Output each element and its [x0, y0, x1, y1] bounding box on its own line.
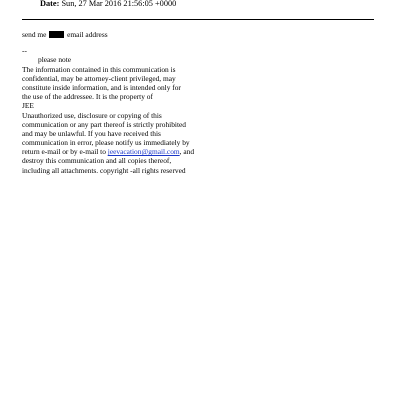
- closing-line: including all attachments. copyright -all rights reserved: [22, 165, 186, 175]
- disclaimer-line: the use of the addressee. It is the property of: [22, 92, 153, 102]
- email-body: [22, 30, 362, 175]
- email-contact-line: [22, 147, 362, 156]
- date-label: Date:: [40, 0, 60, 8]
- email-line-suffix: , and: [179, 147, 195, 157]
- disclaimer-line: communication in error, please notify us immediately by: [22, 138, 190, 148]
- message-prefix: send me: [22, 30, 47, 39]
- disclaimer-line: JEE: [22, 101, 34, 111]
- date-header: [40, 0, 176, 9]
- email-line-prefix: return e-mail or by e-mail to: [22, 147, 106, 157]
- disclaimer-line: The information contained in this communication is: [22, 64, 176, 74]
- date-value: Sun, 27 Mar 2016 21:56:05 +0000: [61, 0, 177, 8]
- disclaimer-line: communication or any part thereof is strictly prohibited: [22, 119, 186, 129]
- header-divider: [22, 19, 374, 20]
- closing-line: destroy this communication and all copies thereof,: [22, 156, 172, 166]
- signature-note: please note: [38, 55, 72, 65]
- email-link[interactable]: jeevacation@gmail.com: [107, 147, 180, 157]
- disclaimer-line: Unauthorized use, disclosure or copying of this: [22, 110, 162, 120]
- signature-separator: --: [22, 46, 27, 56]
- disclaimer-line: confidential, may be attorney-client privileged, may: [22, 73, 176, 83]
- disclaimer-line: and may be unlawful. If you have received this: [22, 128, 161, 138]
- message-line: [22, 30, 362, 39]
- message-suffix: email address: [67, 30, 108, 39]
- redaction-box: [49, 31, 64, 38]
- disclaimer-line: constitute inside information, and is intended only for: [22, 82, 181, 92]
